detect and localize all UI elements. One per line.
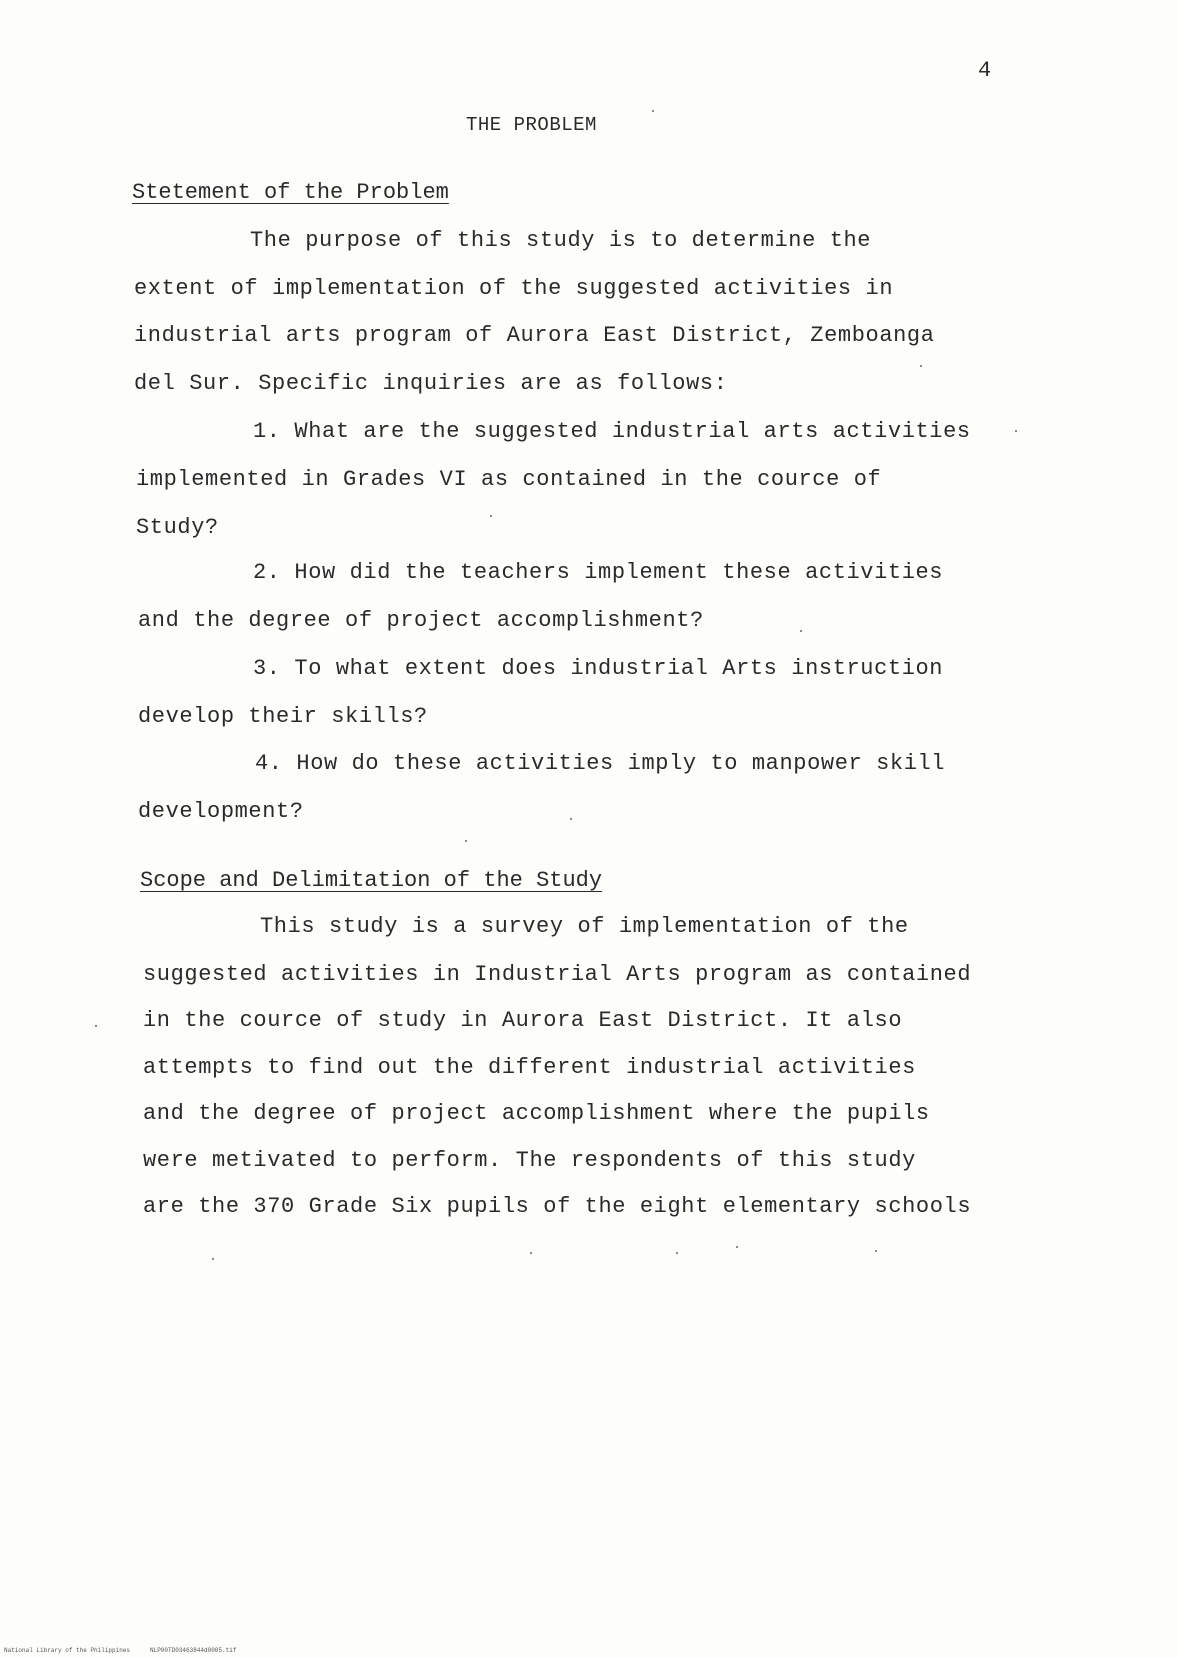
scan-speck [800, 630, 802, 632]
paragraph-line: implemented in Grades VI as contained in the cource of [136, 467, 882, 492]
paragraph-line: industrial arts program of Aurora East District, Zemboanga [134, 323, 935, 348]
footer-library: National Library of the Philippines [4, 1647, 131, 1654]
list-item-3: 3. To what extent does industrial Arts instruction [253, 656, 944, 681]
scan-speck [676, 1252, 678, 1254]
scan-speck [570, 818, 572, 820]
scan-speck [875, 1250, 877, 1252]
paragraph-line: The purpose of this study is to determine the [250, 228, 872, 253]
scan-speck [95, 1025, 97, 1027]
scan-speck [920, 365, 922, 367]
section-heading-scope: Scope and Delimitation of the Study [140, 868, 603, 893]
paragraph-line: extent of implementation of the suggested activities in [134, 276, 894, 301]
page-title: THE PROBLEM [466, 114, 597, 136]
page-number: 4 [978, 58, 992, 83]
list-item-4: 4. How do these activities imply to manpower skill [255, 751, 946, 776]
scan-speck [736, 1246, 738, 1248]
paragraph-line: del Sur. Specific inquiries are as follows: [134, 371, 728, 396]
paragraph-line: are the 370 Grade Six pupils of the eight elementary schools [143, 1194, 972, 1219]
paragraph-line: develop their skills? [138, 704, 428, 729]
paragraph-line: in the cource of study in Aurora East District. It also [143, 1008, 903, 1033]
paragraph-line: attempts to find out the different industrial activities [143, 1055, 916, 1080]
paragraph-line: development? [138, 799, 304, 824]
scan-speck [530, 1252, 532, 1254]
scan-speck [465, 840, 467, 842]
paragraph-line: and the degree of project accomplishment where the pupils [143, 1101, 930, 1126]
scan-speck [490, 515, 492, 517]
footer-filename: NLP00TD03463844d0005.tif [150, 1647, 237, 1654]
list-item-1: 1. What are the suggested industrial arts activities [253, 419, 971, 444]
scan-speck [1015, 430, 1017, 432]
scan-speck [212, 1258, 214, 1260]
paragraph-line: and the degree of project accomplishment? [138, 608, 704, 633]
paragraph-line: were metivated to perform. The respondents of this study [143, 1148, 916, 1173]
scan-speck [652, 110, 654, 112]
paragraph-line: This study is a survey of implementation of the [260, 914, 909, 939]
paragraph-line: Study? [136, 515, 219, 540]
list-item-2: 2. How did the teachers implement these activities [253, 560, 944, 585]
paragraph-line: suggested activities in Industrial Arts program as contained [143, 962, 972, 987]
section-heading-statement: Stetement of the Problem [132, 180, 449, 205]
